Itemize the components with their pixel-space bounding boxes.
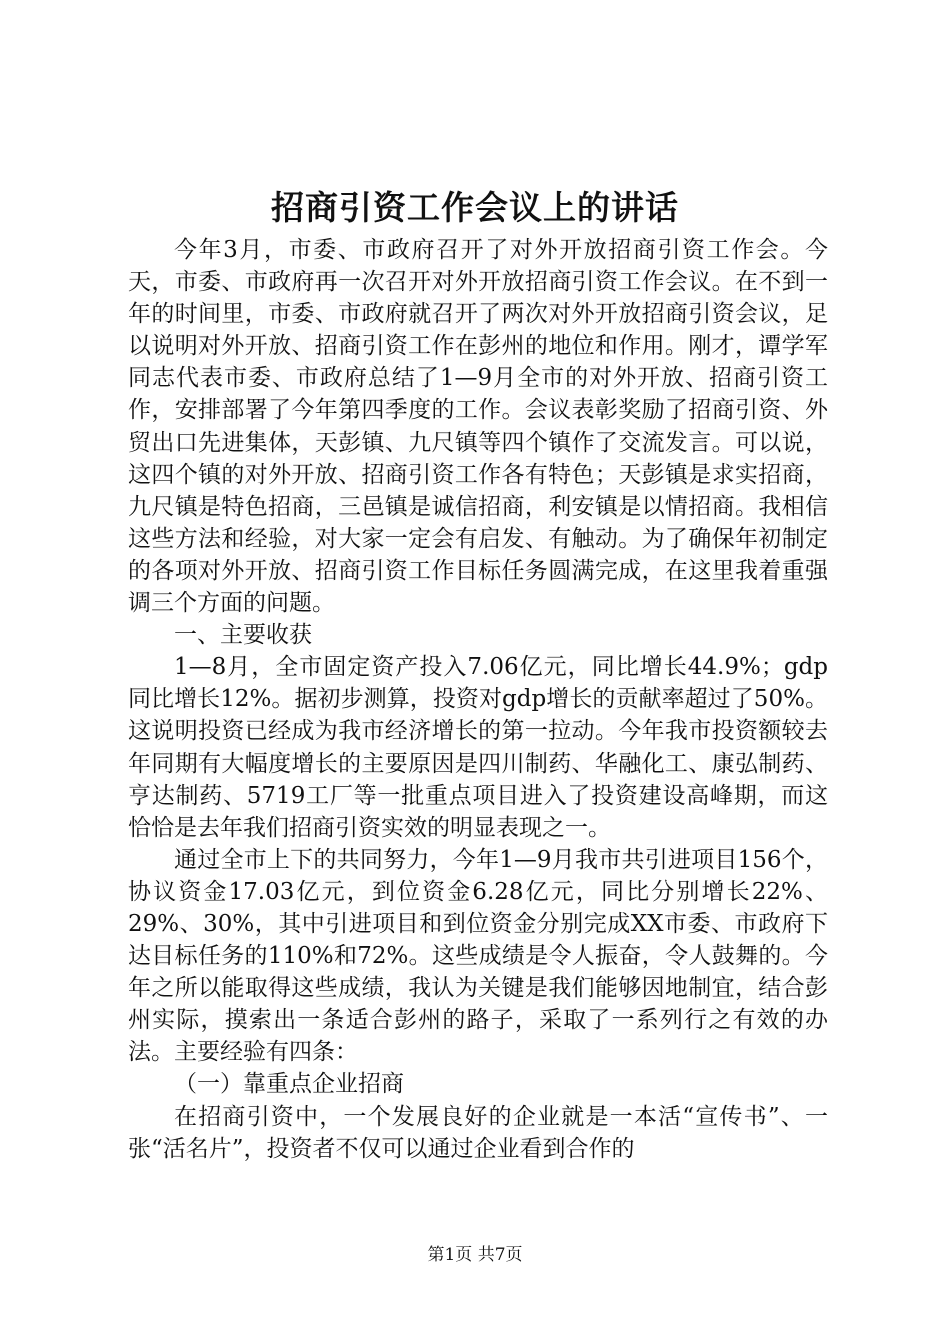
document-title: 招商引资工作会议上的讲话 (271, 188, 679, 227)
page-number: 第1页 共7页 (427, 1245, 523, 1265)
document-body (128, 234, 828, 1165)
investment-paragraph: 1—8月，全市固定资产投入7.06亿元，同比增长44.9%；gdp同比增长12%。据初步测算，投资对gdp增长的贡献率超过了50%。这说明投资已经成为我市经济增长的第一拉动。今年我市投资额较去年同期有大幅度增长的主要原因是四川制药、华融化工、康弘制药、亨达制药、5719工厂等一批重点项目进入了投资建设高峰期，而这恰恰是去年我们招商引资实效的明显表现之一。 (128, 654, 828, 841)
intro-paragraph: 今年3月，市委、市政府召开了对外开放招商引资工作会。今天，市委、市政府再一次召开对外开放招商引资工作会议。在不到一年的时间里，市委、市政府就召开了两次对外开放招商引资会议，足以说明对外开放、招商引资工作在彭州的地位和作用。刚才，谭学军同志代表市委、市政府总结了1—9月全市的对外开放、招商引资工作，安排部署了今年第四季度的工作。会议表彰奖励了招商引资、外贸出口先进集体，天彭镇、九尺镇等四个镇作了交流发言。可以说，这四个镇的对外开放、招商引资工作各有特色；天彭镇是求实招商，九尺镇是特色招商，三邑镇是诚信招商，利安镇是以情招商。我相信这些方法和经验，对大家一定会有启发、有触动。为了确保年初制定的各项对外开放、招商引资工作目标任务圆满完成，在这里我着重强调三个方面的问题。 (128, 237, 828, 617)
section-heading: 一、主要收获 (174, 622, 312, 649)
enterprise-paragraph: 在招商引资中，一个发展良好的企业就是一本活“宣传书”、一张“活名片”，投资者不仅可以通过企业看到合作的 (128, 1103, 828, 1162)
results-paragraph: 通过全市上下的共同努力，今年1—9月我市共引进项目156个，协议资金17.03亿元，到位资金6.28亿元，同比分别增长22%、29%、30%，其中引进项目和到位资金分别完成XX市委、市政府下达目标任务的110%和72%。这些成绩是令人振奋，令人鼓舞的。今年之所以能取得这些成绩，我认为关键是我们能够因地制宜，结合彭州实际，摸索出一条适合彭州的路子，采取了一系列行之有效的办法。主要经验有四条： (128, 846, 828, 1066)
subsection-heading: （一）靠重点企业招商 (174, 1071, 404, 1098)
